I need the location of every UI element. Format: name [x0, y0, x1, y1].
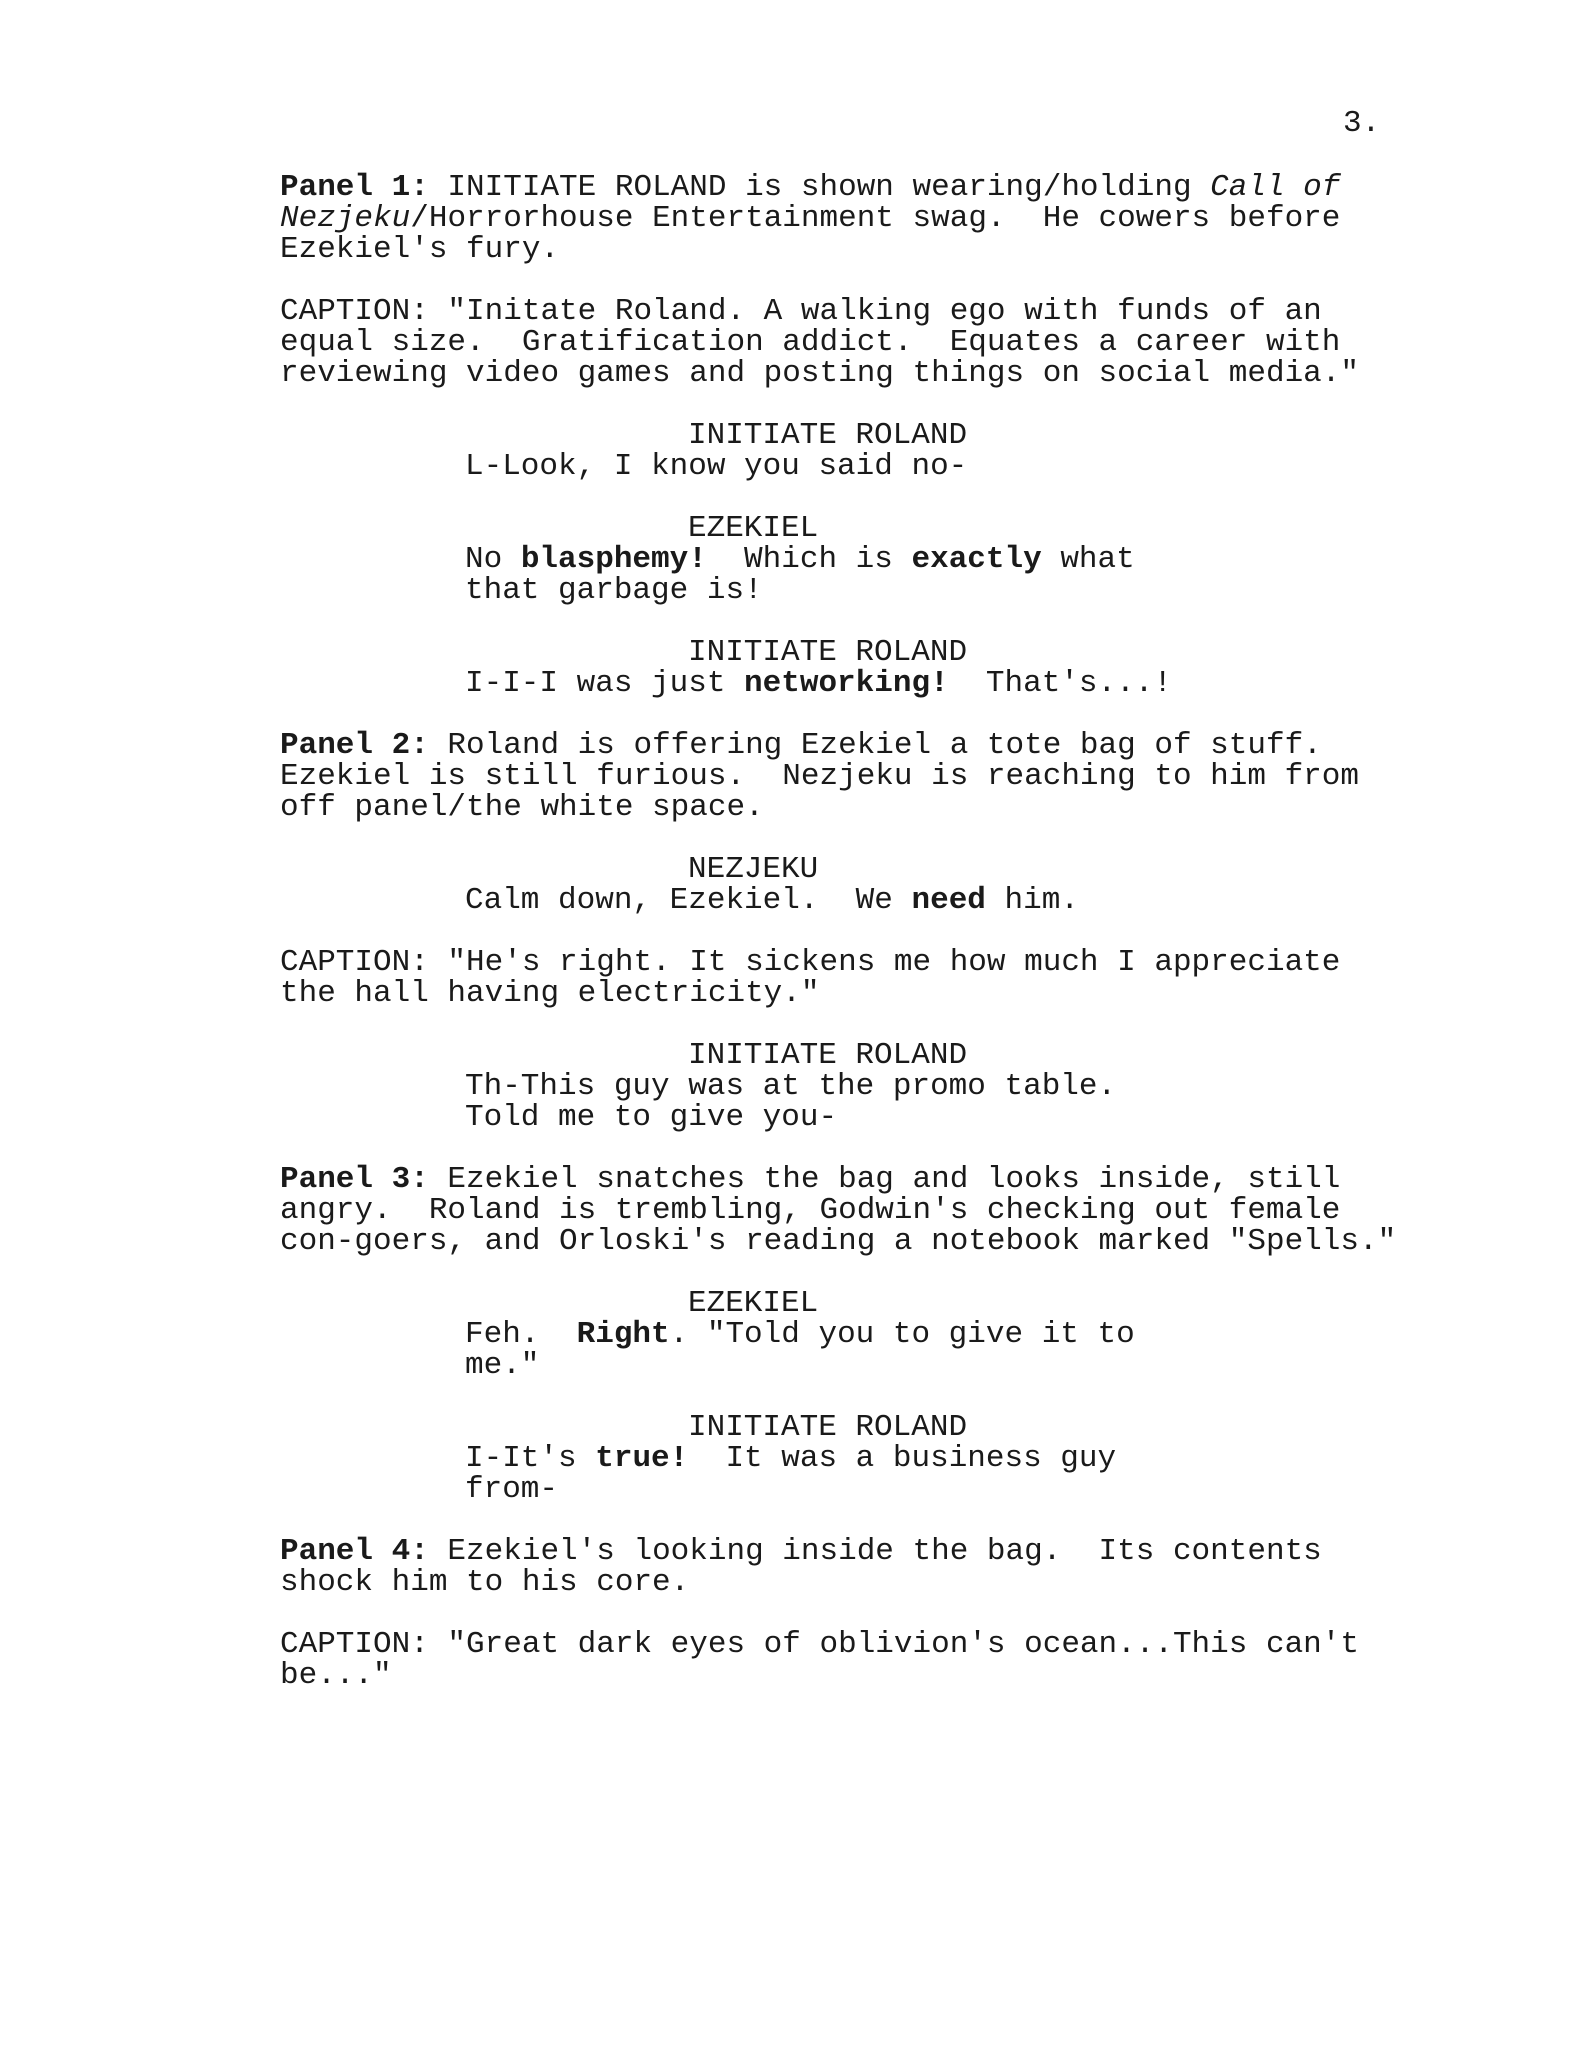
dialogue-line: that garbage is! — [465, 573, 763, 608]
caption-3 — [280, 1629, 1380, 1691]
panel-text: shock him to his core. — [280, 1565, 690, 1600]
dialogue-initiate-roland-2 — [280, 637, 1380, 699]
caption-line: the hall having electricity." — [280, 976, 820, 1011]
page-number: 3. — [1343, 106, 1381, 141]
character-name: INITIATE ROLAND — [688, 635, 968, 670]
caption-line: equal size. Gratification addict. Equates a career with — [280, 325, 1341, 360]
panel-text: angry. Roland is trembling, Godwin's checking out female — [280, 1193, 1341, 1228]
dialogue-text: That's...! — [948, 666, 1172, 701]
panel-text: /Horrorhouse Entertainment swag. He cowers before — [410, 201, 1341, 236]
dialogue-text: him. — [985, 883, 1079, 918]
panel-text: Roland is offering Ezekiel a tote bag of stuff. — [428, 728, 1322, 763]
panel-label: Panel 2: — [280, 728, 429, 763]
panel-label: Panel 1: — [280, 170, 429, 205]
dialogue-line — [280, 668, 1380, 699]
character-name: EZEKIEL — [688, 1286, 819, 1321]
dialogue-line — [280, 1319, 1380, 1350]
dialogue-initiate-roland-1 — [280, 420, 1380, 482]
panel-text: off panel/the white space. — [280, 790, 764, 825]
panel-label: Panel 4: — [280, 1534, 429, 1569]
emphasis: exactly — [911, 542, 1042, 577]
emphasis: blasphemy! — [520, 542, 707, 577]
panel-text: Ezekiel's fury. — [280, 232, 560, 267]
dialogue-text: No — [465, 542, 521, 577]
dialogue-line: Th-This guy was at the promo table. — [465, 1069, 1117, 1104]
game-title: Nezjeku — [280, 201, 411, 236]
character-name: INITIATE ROLAND — [688, 1038, 968, 1073]
panel-label: Panel 3: — [280, 1162, 429, 1197]
dialogue-line — [280, 1443, 1380, 1474]
dialogue-initiate-roland-4 — [280, 1412, 1380, 1505]
panel-text: Ezekiel's looking inside the bag. Its contents — [428, 1534, 1322, 1569]
emphasis: networking! — [744, 666, 949, 701]
panel-text: Ezekiel snatches the bag and looks inside, still — [428, 1162, 1341, 1197]
dialogue-ezekiel-1 — [280, 513, 1380, 606]
emphasis: Right — [576, 1317, 670, 1352]
dialogue-text: Feh. — [465, 1317, 577, 1352]
dialogue-text: I-I-I was just — [465, 666, 745, 701]
dialogue-initiate-roland-3 — [280, 1040, 1380, 1133]
script-page — [280, 170, 1397, 1693]
panel-text: con-goers, and Orloski's reading a notebook marked "Spells." — [280, 1224, 1397, 1259]
caption-2 — [280, 947, 1380, 1009]
caption-1 — [280, 296, 1380, 389]
dialogue-nezjeku-1 — [280, 854, 1380, 916]
dialogue-line — [280, 885, 1380, 916]
character-name: EZEKIEL — [688, 511, 819, 546]
panel-1-description — [280, 172, 1380, 265]
emphasis: need — [911, 883, 986, 918]
dialogue-line: L-Look, I know you said no- — [465, 449, 968, 484]
caption-line: CAPTION: "Initate Roland. A walking ego with funds of an — [280, 294, 1322, 329]
panel-text: INITIATE ROLAND is shown wearing/holding — [428, 170, 1211, 205]
caption-line: reviewing video games and posting things on social media." — [280, 356, 1359, 391]
dialogue-text: It was a business guy — [688, 1441, 1117, 1476]
dialogue-line: me." — [465, 1348, 540, 1383]
dialogue-line: from- — [465, 1472, 559, 1507]
dialogue-text: Which is — [706, 542, 912, 577]
panel-2-description — [280, 730, 1380, 823]
emphasis: true! — [595, 1441, 689, 1476]
dialogue-text: . "Told you to give it to — [669, 1317, 1135, 1352]
caption-line: CAPTION: "Great dark eyes of oblivion's ocean...This can't — [280, 1627, 1359, 1662]
caption-line: be..." — [280, 1658, 392, 1693]
character-name: INITIATE ROLAND — [688, 418, 968, 453]
dialogue-text: I-It's — [465, 1441, 596, 1476]
dialogue-ezekiel-2 — [280, 1288, 1380, 1381]
dialogue-text: what — [1041, 542, 1135, 577]
dialogue-line — [280, 544, 1380, 575]
panel-3-description — [280, 1162, 1397, 1259]
caption-line: CAPTION: "He's right. It sickens me how much I appreciate — [280, 945, 1341, 980]
game-title: Call of — [1210, 170, 1341, 205]
character-name: INITIATE ROLAND — [688, 1410, 968, 1445]
dialogue-line: Told me to give you- — [465, 1100, 838, 1135]
character-name: NEZJEKU — [688, 852, 819, 887]
dialogue-text: Calm down, Ezekiel. We — [465, 883, 912, 918]
panel-text: Ezekiel is still furious. Nezjeku is reaching to him from — [280, 759, 1359, 794]
panel-4-description — [280, 1536, 1380, 1598]
